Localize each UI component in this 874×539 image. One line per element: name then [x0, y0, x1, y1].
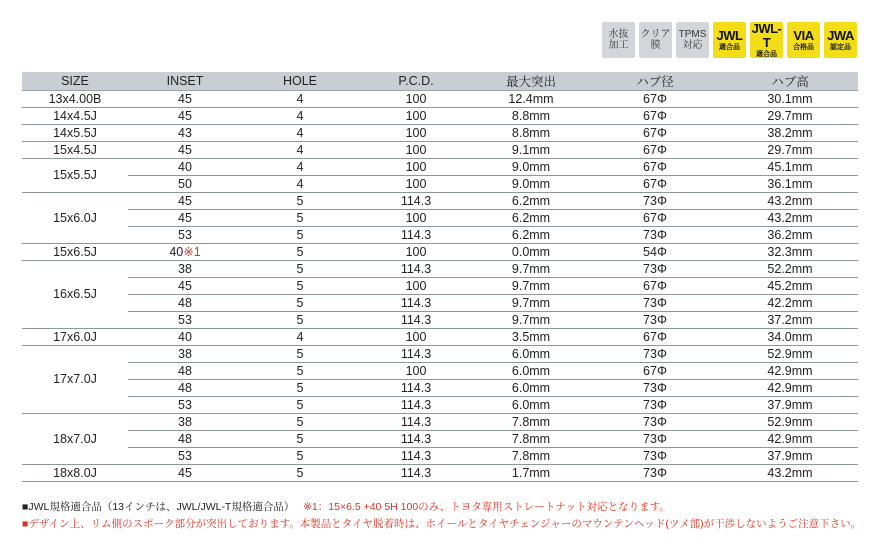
badge-line-1: TPMS: [678, 29, 707, 40]
hole-cell: 5: [242, 397, 358, 414]
pcd-cell: 100: [358, 278, 474, 295]
hole-cell: 5: [242, 227, 358, 244]
footnote-note-1: ※1：15×6.5 +40 5H 100のみ、トヨタ専用ストレートナット対応となります。: [303, 501, 670, 513]
table-row: [22, 227, 858, 244]
footnote-jwl: ■JWL規格適合品（13インチは、JWL/JWL-T規格適合品）: [22, 501, 295, 513]
inset-cell: 53: [128, 227, 242, 244]
footnotes: [22, 499, 861, 533]
hub-height-cell: 37.9mm: [722, 397, 858, 414]
size-cell: 17x6.0J: [22, 329, 128, 346]
table-row: [22, 278, 858, 295]
table-row: [22, 295, 858, 312]
table-row: [22, 142, 858, 159]
pcd-cell: 114.3: [358, 346, 474, 363]
table-row: [22, 125, 858, 142]
hub-height-cell: 29.7mm: [722, 108, 858, 125]
hub-height-cell: 45.1mm: [722, 159, 858, 176]
pcd-cell: 114.3: [358, 448, 474, 465]
hole-cell: 5: [242, 261, 358, 278]
pcd-cell: 114.3: [358, 261, 474, 278]
pcd-cell: 100: [358, 159, 474, 176]
badge-line-1: 水抜: [608, 29, 629, 40]
badge-line-1: VIA: [793, 27, 814, 43]
max-protrusion-cell: 1.7mm: [474, 465, 588, 482]
inset-cell: 45: [128, 465, 242, 482]
table-row: [22, 244, 858, 261]
max-protrusion-cell: 12.4mm: [474, 91, 588, 108]
pcd-cell: 100: [358, 125, 474, 142]
size-cell: 15x5.5J: [22, 159, 128, 193]
hub-diameter-cell: 67Φ: [588, 159, 722, 176]
hole-cell: 4: [242, 176, 358, 193]
inset-cell: 48: [128, 431, 242, 448]
table-row: [22, 363, 858, 380]
inset-cell: 48: [128, 380, 242, 397]
header-hole: HOLE: [242, 72, 358, 91]
inset-cell: 38: [128, 261, 242, 278]
table-row: [22, 448, 858, 465]
pcd-cell: 114.3: [358, 193, 474, 210]
hub-diameter-cell: 67Φ: [588, 108, 722, 125]
hub-height-cell: 37.9mm: [722, 448, 858, 465]
size-cell: 18x7.0J: [22, 414, 128, 465]
hub-diameter-cell: 67Φ: [588, 329, 722, 346]
max-protrusion-cell: 9.0mm: [474, 159, 588, 176]
table-row: [22, 414, 858, 431]
max-protrusion-cell: 9.7mm: [474, 261, 588, 278]
table-row: [22, 329, 858, 346]
hub-diameter-cell: 73Φ: [588, 193, 722, 210]
table-row: [22, 176, 858, 193]
max-protrusion-cell: 9.7mm: [474, 278, 588, 295]
inset-cell: 53: [128, 448, 242, 465]
pcd-cell: 114.3: [358, 312, 474, 329]
hub-height-cell: 38.2mm: [722, 125, 858, 142]
max-protrusion-cell: 6.2mm: [474, 227, 588, 244]
badge-line-2: 適合品: [719, 43, 740, 51]
size-cell: 14x5.5J: [22, 125, 128, 142]
hub-diameter-cell: 67Φ: [588, 210, 722, 227]
size-cell: 17x7.0J: [22, 346, 128, 414]
jwa-badge: [824, 22, 857, 58]
pcd-cell: 100: [358, 176, 474, 193]
hole-cell: 5: [242, 363, 358, 380]
pcd-cell: 100: [358, 363, 474, 380]
hub-height-cell: 43.2mm: [722, 193, 858, 210]
hub-height-cell: 42.9mm: [722, 380, 858, 397]
hole-cell: 5: [242, 380, 358, 397]
jwl-badge: [713, 22, 746, 58]
inset-cell: 45: [128, 91, 242, 108]
hub-height-cell: 52.2mm: [722, 261, 858, 278]
pcd-cell: 100: [358, 142, 474, 159]
hub-diameter-cell: 73Φ: [588, 431, 722, 448]
size-cell: 15x4.5J: [22, 142, 128, 159]
hub-height-cell: 32.3mm: [722, 244, 858, 261]
hub-diameter-cell: 73Φ: [588, 397, 722, 414]
badge-line-2: 認定品: [830, 43, 851, 51]
table-row: [22, 159, 858, 176]
hole-cell: 5: [242, 210, 358, 227]
hole-cell: 5: [242, 193, 358, 210]
pcd-cell: 100: [358, 244, 474, 261]
hub-diameter-cell: 73Φ: [588, 295, 722, 312]
max-protrusion-cell: 6.0mm: [474, 346, 588, 363]
badge-line-1: JWA: [827, 27, 854, 43]
max-protrusion-cell: 7.8mm: [474, 448, 588, 465]
hole-cell: 5: [242, 278, 358, 295]
hub-height-cell: 30.1mm: [722, 91, 858, 108]
hub-diameter-cell: 73Φ: [588, 312, 722, 329]
table-row: [22, 261, 858, 278]
size-cell: 15x6.5J: [22, 244, 128, 261]
hub-height-cell: 52.9mm: [722, 346, 858, 363]
hub-height-cell: 37.2mm: [722, 312, 858, 329]
badge-line-2: 合格品: [793, 43, 814, 51]
inset-cell: 38: [128, 414, 242, 431]
hub-height-cell: 42.9mm: [722, 431, 858, 448]
hole-cell: 5: [242, 465, 358, 482]
table-row: [22, 431, 858, 448]
size-cell: 13x4.00B: [22, 91, 128, 108]
footnote-line-1: [22, 499, 861, 516]
header-size: SIZE: [22, 72, 128, 91]
inset-cell: 40: [128, 159, 242, 176]
hole-cell: 4: [242, 125, 358, 142]
hub-height-cell: 45.2mm: [722, 278, 858, 295]
hub-diameter-cell: 67Φ: [588, 363, 722, 380]
hub-height-cell: 42.9mm: [722, 363, 858, 380]
inset-cell: 45: [128, 108, 242, 125]
max-protrusion-cell: 6.0mm: [474, 397, 588, 414]
max-protrusion-cell: 6.2mm: [474, 193, 588, 210]
badge-line-1: クリア: [640, 29, 671, 40]
badge-line-2: 対応: [682, 40, 703, 51]
hub-height-cell: 42.2mm: [722, 295, 858, 312]
size-cell: 14x4.5J: [22, 108, 128, 125]
hub-diameter-cell: 67Φ: [588, 91, 722, 108]
max-protrusion-cell: 9.0mm: [474, 176, 588, 193]
header-hub-height: ハブ高: [722, 72, 858, 91]
max-protrusion-cell: 6.2mm: [474, 210, 588, 227]
pcd-cell: 100: [358, 91, 474, 108]
spec-badges: [602, 22, 857, 58]
pcd-cell: 100: [358, 329, 474, 346]
hub-diameter-cell: 73Φ: [588, 448, 722, 465]
max-protrusion-cell: 6.0mm: [474, 380, 588, 397]
inset-cell: 48: [128, 295, 242, 312]
inset-cell: 53: [128, 397, 242, 414]
hub-height-cell: 43.2mm: [722, 210, 858, 227]
table-row: [22, 91, 858, 108]
inset-cell: 38: [128, 346, 242, 363]
header-hub-diameter: ハブ径: [588, 72, 722, 91]
water-cut-badge: [602, 22, 635, 58]
pcd-cell: 100: [358, 108, 474, 125]
table-row: [22, 380, 858, 397]
hub-height-cell: 43.2mm: [722, 465, 858, 482]
size-cell: 15x6.0J: [22, 193, 128, 244]
table-header-row: [22, 72, 858, 91]
table-row: [22, 346, 858, 363]
footnote-line-2: ■デザイン上、リム側のスポーク部分が突出しております。本製品とタイヤ脱着時は、ホイールとタイヤチェンジャーのマウンテンヘッド(ツメ部)が干渉しないようご注意下さい。: [22, 518, 862, 530]
hub-diameter-cell: 67Φ: [588, 278, 722, 295]
hole-cell: 5: [242, 312, 358, 329]
max-protrusion-cell: 0.0mm: [474, 244, 588, 261]
max-protrusion-cell: 9.7mm: [474, 295, 588, 312]
inset-cell: 43: [128, 125, 242, 142]
hub-height-cell: 36.1mm: [722, 176, 858, 193]
hub-height-cell: 34.0mm: [722, 329, 858, 346]
size-cell: 18x8.0J: [22, 465, 128, 482]
inset-cell: 40: [128, 329, 242, 346]
hole-cell: 4: [242, 329, 358, 346]
inset-cell: [128, 244, 242, 261]
badge-line-1: JWL-T: [751, 20, 782, 50]
hole-cell: 5: [242, 244, 358, 261]
hub-height-cell: 36.2mm: [722, 227, 858, 244]
header-max-protrusion: 最大突出: [474, 72, 588, 91]
badge-line-2: 適合品: [756, 50, 777, 58]
via-badge: [787, 22, 820, 58]
hub-diameter-cell: 73Φ: [588, 380, 722, 397]
hole-cell: 4: [242, 91, 358, 108]
hub-height-cell: 29.7mm: [722, 142, 858, 159]
hub-diameter-cell: 67Φ: [588, 125, 722, 142]
hole-cell: 4: [242, 142, 358, 159]
badge-line-2: 加工: [608, 40, 629, 51]
hub-height-cell: 52.9mm: [722, 414, 858, 431]
hub-diameter-cell: 73Φ: [588, 465, 722, 482]
pcd-cell: 114.3: [358, 227, 474, 244]
pcd-cell: 114.3: [358, 295, 474, 312]
table-row: [22, 108, 858, 125]
table-row: [22, 312, 858, 329]
inset-cell: 50: [128, 176, 242, 193]
table-row: [22, 465, 858, 482]
inset-cell: 53: [128, 312, 242, 329]
header-pcd: P.C.D.: [358, 72, 474, 91]
max-protrusion-cell: 9.7mm: [474, 312, 588, 329]
hole-cell: 4: [242, 159, 358, 176]
hole-cell: 5: [242, 431, 358, 448]
pcd-cell: 114.3: [358, 465, 474, 482]
table-row: [22, 210, 858, 227]
max-protrusion-cell: 9.1mm: [474, 142, 588, 159]
max-protrusion-cell: 8.8mm: [474, 108, 588, 125]
hub-diameter-cell: 67Φ: [588, 176, 722, 193]
header-inset: INSET: [128, 72, 242, 91]
max-protrusion-cell: 7.8mm: [474, 431, 588, 448]
note-mark: ※1: [183, 244, 201, 259]
hub-diameter-cell: 67Φ: [588, 142, 722, 159]
inset-cell: 48: [128, 363, 242, 380]
hole-cell: 5: [242, 414, 358, 431]
max-protrusion-cell: 7.8mm: [474, 414, 588, 431]
clear-coat-badge: [639, 22, 672, 58]
inset-cell: 45: [128, 210, 242, 227]
size-cell: 16x6.5J: [22, 261, 128, 329]
pcd-cell: 114.3: [358, 380, 474, 397]
inset-cell: 45: [128, 278, 242, 295]
tpms-badge: [676, 22, 709, 58]
hub-diameter-cell: 73Φ: [588, 261, 722, 278]
badge-line-2: 膜: [650, 40, 661, 51]
inset-cell: 45: [128, 142, 242, 159]
hub-diameter-cell: 73Φ: [588, 227, 722, 244]
hub-diameter-cell: 54Φ: [588, 244, 722, 261]
pcd-cell: 114.3: [358, 414, 474, 431]
hole-cell: 5: [242, 346, 358, 363]
pcd-cell: 100: [358, 210, 474, 227]
table-row: [22, 397, 858, 414]
spec-table: [22, 72, 858, 482]
hub-diameter-cell: 73Φ: [588, 346, 722, 363]
pcd-cell: 114.3: [358, 397, 474, 414]
table-row: [22, 193, 858, 210]
hub-diameter-cell: 73Φ: [588, 414, 722, 431]
pcd-cell: 114.3: [358, 431, 474, 448]
inset-cell: 45: [128, 193, 242, 210]
jwl-t-badge: [750, 22, 783, 58]
max-protrusion-cell: 6.0mm: [474, 363, 588, 380]
hole-cell: 5: [242, 448, 358, 465]
hole-cell: 4: [242, 108, 358, 125]
max-protrusion-cell: 3.5mm: [474, 329, 588, 346]
badge-line-1: JWL: [716, 27, 743, 43]
max-protrusion-cell: 8.8mm: [474, 125, 588, 142]
hole-cell: 5: [242, 295, 358, 312]
inset-value: 40: [169, 244, 184, 259]
